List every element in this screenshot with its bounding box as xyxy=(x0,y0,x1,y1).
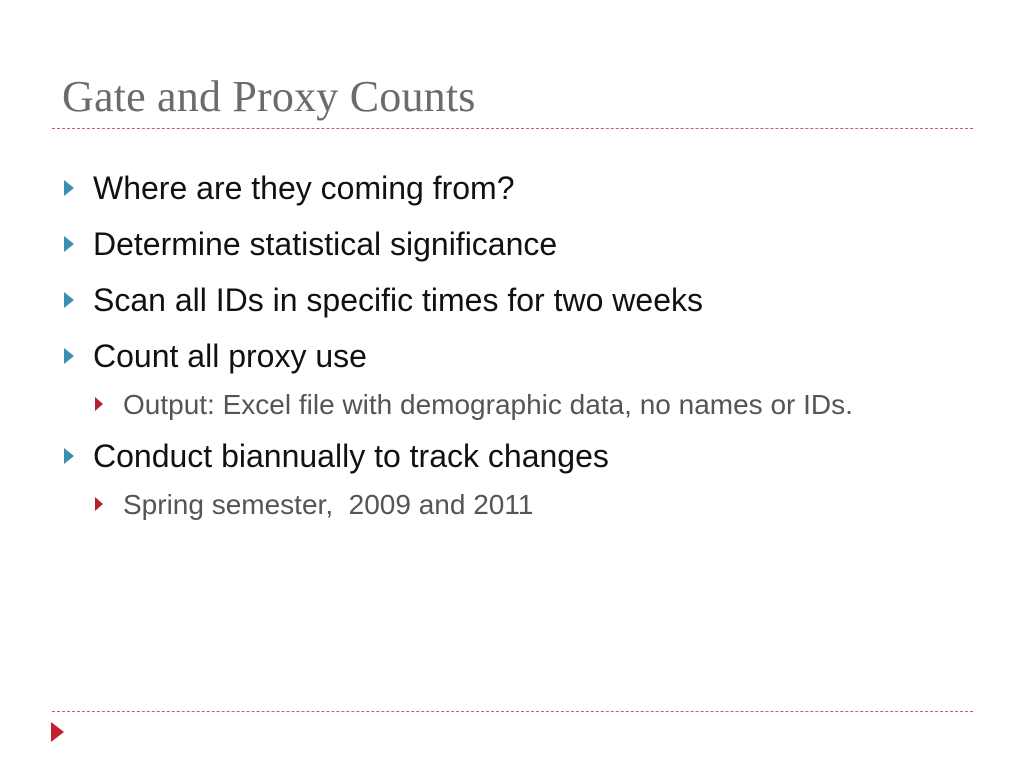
sub-bullet-arrow-icon xyxy=(95,497,103,511)
title-divider xyxy=(52,128,973,129)
sub-bullet-item xyxy=(60,484,923,525)
bullet-item xyxy=(60,224,960,264)
sub-bullet-text: Spring semester, 2009 and 2011 xyxy=(123,489,534,520)
sub-bullet-arrow-icon xyxy=(95,397,103,411)
bullet-arrow-icon xyxy=(64,448,74,464)
bullet-arrow-icon xyxy=(64,180,74,196)
bullet-text: Determine statistical significance xyxy=(93,226,558,262)
bullet-list xyxy=(60,168,960,536)
footer-divider xyxy=(52,711,973,712)
bullet-arrow-icon xyxy=(64,236,74,252)
bullet-item xyxy=(60,168,960,208)
bullet-text: Where are they coming from? xyxy=(93,170,515,206)
slide-title: Gate and Proxy Counts xyxy=(62,72,476,121)
bullet-item xyxy=(60,280,960,320)
bullet-text: Scan all IDs in specific times for two weeks xyxy=(93,282,703,318)
sub-bullet-text: Output: Excel file with demographic data, no names or IDs. xyxy=(123,389,853,420)
bullet-arrow-icon xyxy=(64,292,74,308)
bullet-item xyxy=(60,436,960,476)
sub-bullet-item xyxy=(60,384,923,425)
bullet-item xyxy=(60,336,960,376)
bullet-text: Count all proxy use xyxy=(93,338,367,374)
bullet-arrow-icon xyxy=(64,348,74,364)
corner-triangle-icon xyxy=(51,722,64,742)
bullet-text: Conduct biannually to track changes xyxy=(93,438,609,474)
